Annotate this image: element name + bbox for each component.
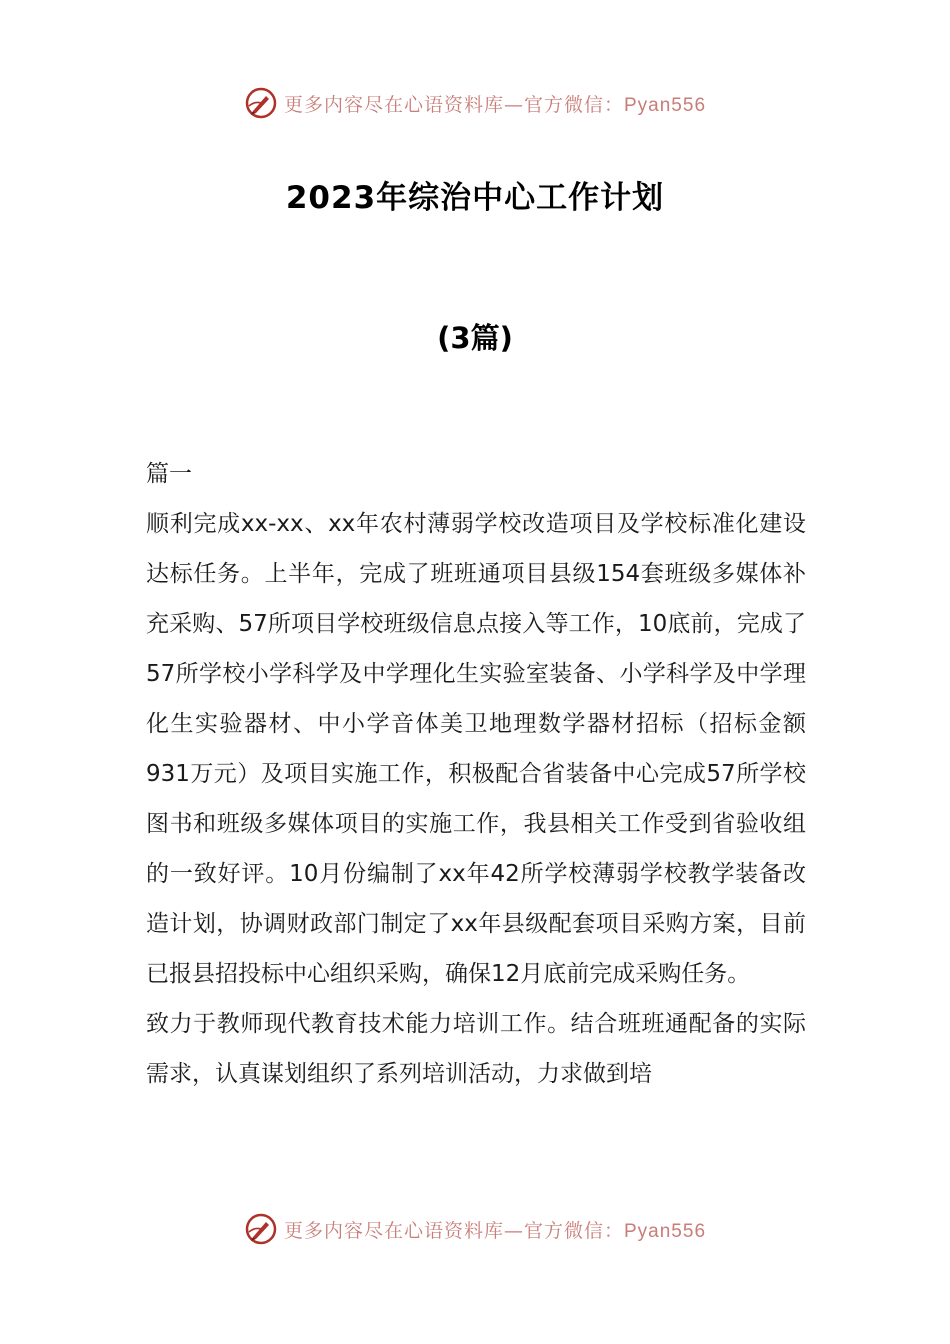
document-body	[146, 449, 806, 1099]
pen-logo-icon	[244, 86, 278, 120]
document-title: 2023年综治中心工作计划	[285, 180, 665, 216]
paragraph-1: 顺利完成xx-xx、xx年农村薄弱学校改造项目及学校标准化建设达标任务。上半年，完成了班班通项目县级154套班级多媒体补充采购、57所项目学校班级信息点接入等工作，10底前，完成了57所学校小学科学及中学理化生实验室装备、小学科学及中学理化生实验器材、中小学音体美卫地理数学器材招标（招标金额931万元）及项目实施工作，积极配合省装备中心完成57所学校图书和班级多媒体项目的实施工作，我县相关工作受到省验收组的一致好评。10月份编制了xx年42所学校薄弱学校教学装备改造计划，协调财政部门制定了xx年县级配套项目采购方案，目前已报县招投标中心组织采购，确保12月底前完成采购任务。	[146, 511, 806, 987]
header-banner-handle: Pyan556	[624, 94, 707, 116]
paragraph-2: 致力于教师现代教育技术能力培训工作。结合班班通配备的实际需求，认真谋划组织了系列培训活动，力求做到培	[146, 1011, 806, 1087]
section-label: 篇一	[146, 461, 192, 487]
footer-watermark-banner	[0, 1209, 950, 1249]
document-subtitle: (3篇)	[437, 321, 513, 355]
footer-banner-text: 更多内容尽在心语资料库—官方微信：Pyan556	[283, 1219, 707, 1242]
header-banner-text: 更多内容尽在心语资料库—官方微信：Pyan556	[283, 93, 707, 116]
header-watermark-banner	[0, 83, 950, 123]
footer-banner-handle: Pyan556	[624, 1220, 707, 1242]
pen-logo-icon	[244, 1212, 278, 1246]
